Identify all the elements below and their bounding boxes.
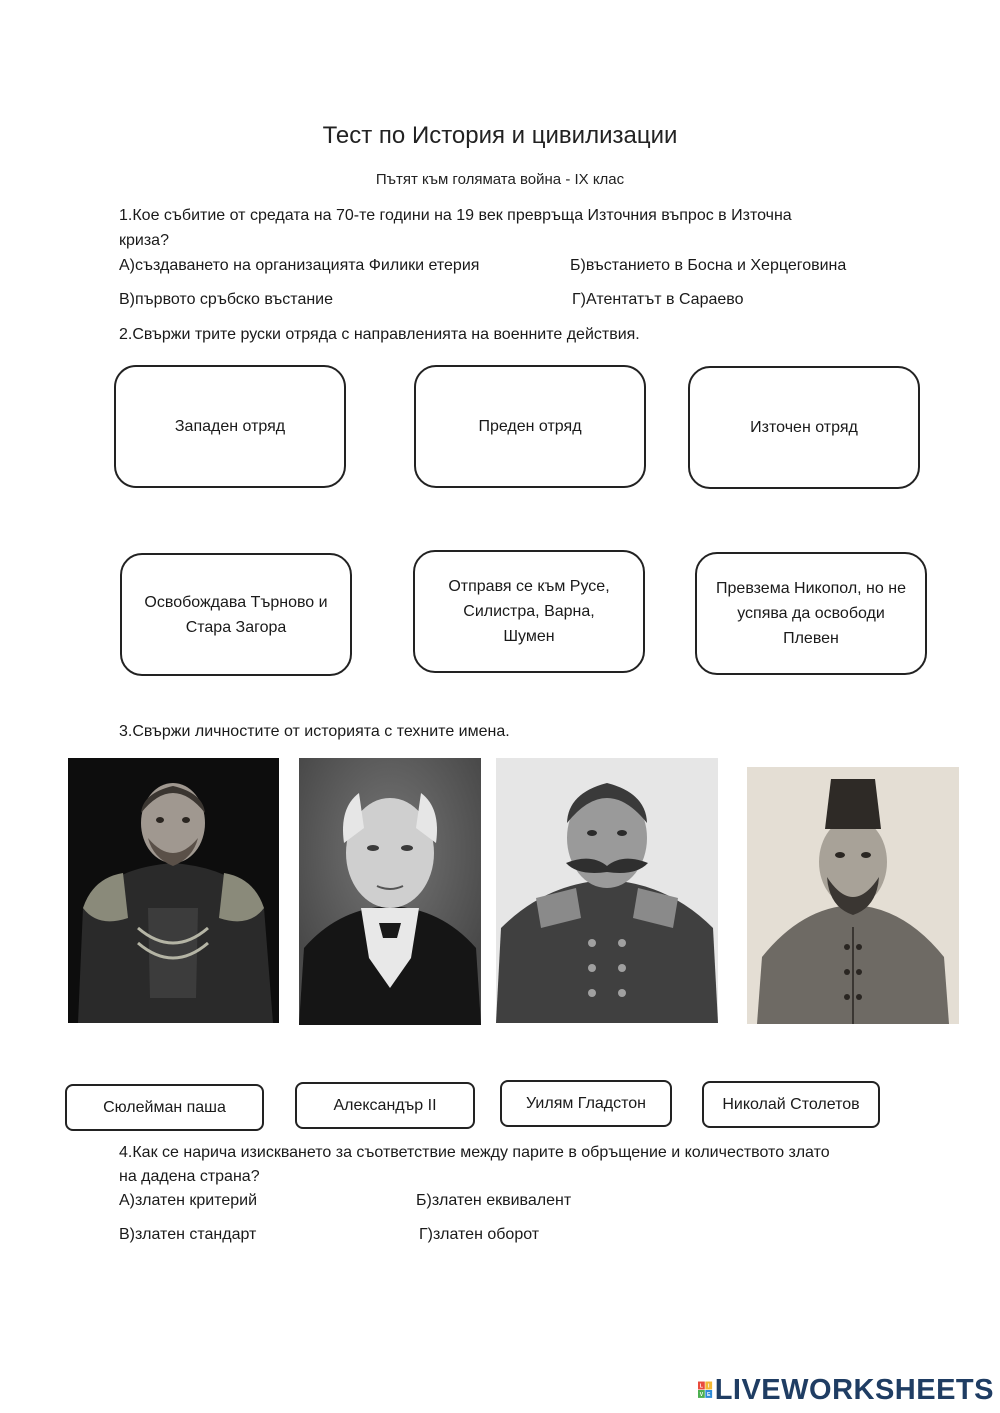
q4-option-d[interactable]: Г)златен оборот: [419, 1226, 540, 1243]
direction-box-3[interactable]: [695, 552, 927, 675]
q1-option-d[interactable]: Г)Атентатът в Сараево: [572, 291, 744, 308]
name-label-2: Александър II: [333, 1096, 437, 1114]
logo-mark-icon: [698, 1375, 713, 1405]
direction-box-1[interactable]: [120, 553, 352, 676]
direction-text-3: Превзема Никопол, но не успява да освободи Плевен: [716, 580, 906, 647]
name-box-1[interactable]: [65, 1084, 264, 1131]
logo-mark-letter-e: E: [707, 1392, 711, 1399]
q4-option-b[interactable]: Б)златен еквивалент: [416, 1192, 572, 1209]
name-box-2[interactable]: [295, 1082, 475, 1129]
q1-option-c[interactable]: В)първото сръбско въстание: [119, 291, 334, 308]
question-1-line-2: криза?: [119, 232, 169, 249]
portrait-stoletov[interactable]: [496, 758, 718, 1023]
portrait-suleyman-pasha[interactable]: [747, 767, 959, 1024]
q1-option-a[interactable]: А)създаването на организацията Филики етерия: [119, 257, 480, 274]
q4-option-c[interactable]: В)златен стандарт: [119, 1226, 257, 1243]
detachment-box-east[interactable]: [688, 366, 920, 489]
detachment-label-east: Източен отряд: [750, 419, 858, 436]
question-4-line-2: на дадена страна?: [119, 1168, 260, 1185]
portrait-alexander-ii[interactable]: [68, 758, 279, 1023]
detachment-box-west[interactable]: [114, 365, 346, 488]
detachment-label-advance: Преден отряд: [478, 418, 582, 435]
portrait-1-image: [68, 758, 279, 1023]
logo-mark-letter-l: L: [699, 1383, 703, 1390]
portrait-4-image: [747, 767, 959, 1024]
question-4-line-1: 4.Как се нарича изискването за съответствие между парите в обръщение и количеството злато: [119, 1144, 830, 1161]
direction-box-2[interactable]: [413, 550, 645, 673]
name-box-3[interactable]: [500, 1080, 672, 1127]
page-title: Тест по История и цивилизации: [322, 122, 678, 149]
detachment-label-west: Западен отряд: [174, 418, 286, 435]
question-3: 3.Свържи личностите от историята с техните имена.: [119, 723, 510, 740]
page-subtitle: Пътят към голямата война - IX клас: [375, 171, 625, 188]
name-label-4: Николай Столетов: [722, 1095, 860, 1113]
question-1-line-1: 1.Кое събитие от средата на 70-те години на 19 век превръща Източния въпрос в Източна: [119, 207, 792, 224]
name-label-1: Сюлейман паша: [103, 1098, 226, 1116]
portrait-3-image: [496, 758, 718, 1023]
logo-mark-letter-i: I: [708, 1383, 710, 1390]
direction-text-1: Освобождава Търново и Стара Загора: [144, 593, 328, 636]
q4-option-a[interactable]: А)златен критерий: [119, 1192, 258, 1209]
logo-text: LIVEWORKSHEETS: [714, 1373, 994, 1406]
q1-option-b[interactable]: Б)въстанието в Босна и Херцеговина: [570, 257, 847, 274]
detachment-box-advance[interactable]: [414, 365, 646, 488]
portrait-gladstone[interactable]: [299, 758, 481, 1025]
logo-mark-letter-v: V: [699, 1392, 704, 1399]
question-2: 2.Свържи трите руски отряда с направленията на военните действия.: [119, 326, 640, 343]
liveworksheets-logo: [698, 1372, 994, 1408]
portrait-2-image: [299, 758, 481, 1025]
direction-text-2: Отправя се към Русе, Силистра, Варна, Шумен: [448, 578, 610, 645]
name-box-4[interactable]: [702, 1081, 880, 1128]
name-label-3: Уилям Гладстон: [525, 1094, 647, 1112]
